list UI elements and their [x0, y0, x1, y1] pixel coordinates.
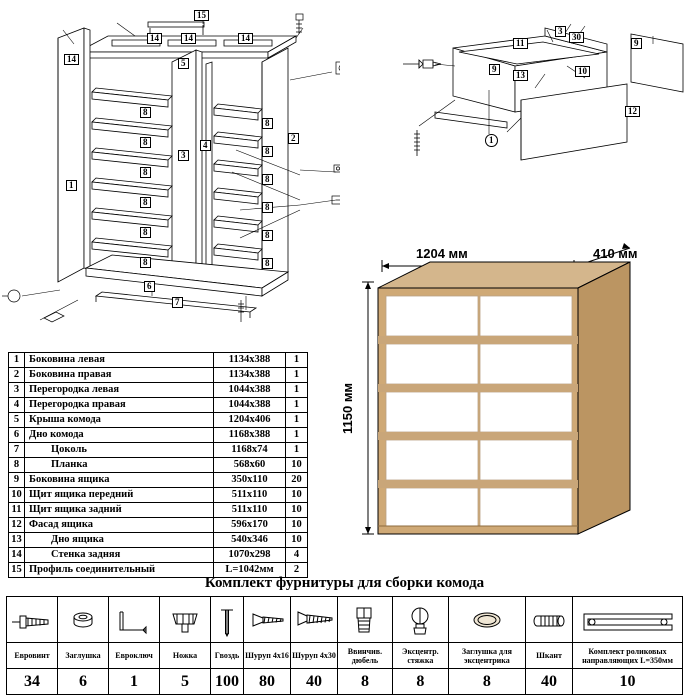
callout-14b: 14 [181, 33, 196, 44]
hardware-name: Эксцентр. стяжка [392, 643, 448, 669]
part-number: 13 [9, 533, 25, 548]
nail-icon [211, 597, 244, 643]
callout-9-right: 9 [631, 38, 642, 49]
part-size: 1134x388 [214, 353, 286, 368]
part-number: 4 [9, 398, 25, 413]
part-name: Цоколь [25, 443, 214, 458]
part-qty: 10 [286, 458, 308, 473]
part-qty: 10 [286, 503, 308, 518]
hardware-qty: 80 [244, 669, 291, 695]
part-size: 350x110 [214, 473, 286, 488]
part-size: 596x170 [214, 518, 286, 533]
hardware-name: Заглушка [58, 643, 109, 669]
part-size: 540x346 [214, 533, 286, 548]
hardware-name: Евровинт [7, 643, 58, 669]
leg-icon [160, 597, 211, 643]
part-number: 12 [9, 518, 25, 533]
table-row [9, 503, 308, 518]
hardware-name: Гвоздь [211, 643, 244, 669]
hardware-qty: 8 [338, 669, 393, 695]
cap-icon [58, 597, 109, 643]
callout-4: 4 [200, 140, 211, 151]
hardware-qty: 40 [291, 669, 338, 695]
hardware-name: Заглушка для эксцентрика [448, 643, 525, 669]
part-name: Профиль соединительный [25, 563, 214, 578]
callout-8-l6: 8 [140, 257, 151, 268]
table-row [9, 548, 308, 563]
callout-14a: 14 [147, 33, 162, 44]
callout-1-drawer: 1 [485, 134, 498, 147]
drawer-slide-icon [573, 597, 683, 643]
table-row [9, 473, 308, 488]
part-size: 1168x74 [214, 443, 286, 458]
callout-7: 7 [172, 297, 183, 308]
drawer-exploded-diagram [395, 0, 689, 170]
part-qty: 1 [286, 428, 308, 443]
callout-8-r1: 8 [262, 118, 273, 129]
euro-screw-icon [7, 597, 58, 643]
callout-3-drawer: 3 [555, 26, 566, 37]
part-qty: 1 [286, 443, 308, 458]
table-row [9, 458, 308, 473]
part-size: 568x60 [214, 458, 286, 473]
part-name: Перегородка левая [25, 383, 214, 398]
screw-4x16-icon [244, 597, 291, 643]
part-size: L=1042мм [214, 563, 286, 578]
part-name: Боковина левая [25, 353, 214, 368]
part-qty: 1 [286, 398, 308, 413]
part-name: Боковина правая [25, 368, 214, 383]
part-name: Дно ящика [25, 533, 214, 548]
part-name: Дно комода [25, 428, 214, 443]
callout-14c: 14 [238, 33, 253, 44]
callout-8-r3: 8 [262, 174, 273, 185]
part-number: 6 [9, 428, 25, 443]
callout-8-l3: 8 [140, 167, 151, 178]
table-row [9, 383, 308, 398]
part-name: Щит ящика передний [25, 488, 214, 503]
part-size: 1204x406 [214, 413, 286, 428]
callout-15: 15 [194, 10, 209, 21]
screw-4x30-icon [291, 597, 338, 643]
table-row [9, 353, 308, 368]
callout-14d: 14 [64, 54, 79, 65]
part-number: 11 [9, 503, 25, 518]
hardware-qty: 1 [109, 669, 160, 695]
callout-8-r5: 8 [262, 230, 273, 241]
part-qty: 10 [286, 533, 308, 548]
callout-6: 6 [144, 281, 155, 292]
cabinet-exploded-diagram [0, 0, 340, 345]
callout-8-r6: 8 [262, 258, 273, 269]
callout-8-l2: 8 [140, 137, 151, 148]
table-row [9, 518, 308, 533]
part-size: 1044x388 [214, 398, 286, 413]
callout-8-l1: 8 [140, 107, 151, 118]
hardware-name: Шуруп 4х30 [291, 643, 338, 669]
callout-12: 12 [625, 106, 640, 117]
dimension-height: 1150 мм [340, 382, 355, 434]
part-name: Стенка задняя [25, 548, 214, 563]
callout-10: 10 [575, 66, 590, 77]
part-name: Планка [25, 458, 214, 473]
callout-1: 1 [66, 180, 77, 191]
part-qty: 1 [286, 353, 308, 368]
callout-8-l5: 8 [140, 227, 151, 238]
hardware-name: Ввинчив. дюбель [338, 643, 393, 669]
part-name: Боковина ящика [25, 473, 214, 488]
part-qty: 1 [286, 383, 308, 398]
part-number: 8 [9, 458, 25, 473]
hardware-name: Шуруп 4х16 [244, 643, 291, 669]
allen-key-icon [109, 597, 160, 643]
table-row [9, 533, 308, 548]
table-row [9, 428, 308, 443]
callout-8-r2: 8 [262, 146, 273, 157]
part-size: 1070x298 [214, 548, 286, 563]
parts-table [8, 352, 308, 578]
cam-cover-icon [448, 597, 525, 643]
part-qty: 4 [286, 548, 308, 563]
part-qty: 1 [286, 368, 308, 383]
part-qty: 10 [286, 488, 308, 503]
part-number: 3 [9, 383, 25, 398]
table-row [9, 368, 308, 383]
part-size: 1044x388 [214, 383, 286, 398]
part-qty: 20 [286, 473, 308, 488]
part-name: Крыша комода [25, 413, 214, 428]
callout-8-l4: 8 [140, 197, 151, 208]
hardware-table [6, 596, 683, 695]
hardware-qty: 40 [525, 669, 572, 695]
hardware-qty: 6 [58, 669, 109, 695]
part-qty: 10 [286, 518, 308, 533]
dimension-width: 1204 мм [416, 246, 468, 261]
hardware-qty: 8 [448, 669, 525, 695]
callout-9-left: 9 [489, 64, 500, 75]
callout-5: 5 [178, 58, 189, 69]
dowel-screw-icon [338, 597, 393, 643]
part-qty: 1 [286, 413, 308, 428]
part-name: Щит ящика задний [25, 503, 214, 518]
hardware-name: Комплект роликовых направляющих L=350мм [573, 643, 683, 669]
callout-8-r4: 8 [262, 202, 273, 213]
hardware-qty: 34 [7, 669, 58, 695]
callout-30-drawer: 30 [569, 32, 584, 43]
part-number: 14 [9, 548, 25, 563]
callout-2: 2 [288, 133, 299, 144]
part-number: 15 [9, 563, 25, 578]
callout-13: 13 [513, 70, 528, 81]
table-row [9, 413, 308, 428]
part-number: 5 [9, 413, 25, 428]
hardware-name: Шкант [525, 643, 572, 669]
hardware-qty: 5 [160, 669, 211, 695]
part-name: Перегородка правая [25, 398, 214, 413]
hardware-name: Ножка [160, 643, 211, 669]
hardware-qty: 100 [211, 669, 244, 695]
part-number: 2 [9, 368, 25, 383]
callout-11: 11 [513, 38, 528, 49]
table-row [9, 488, 308, 503]
finished-cabinet-dimensions [330, 238, 682, 550]
part-size: 1134x388 [214, 368, 286, 383]
part-number: 1 [9, 353, 25, 368]
part-size: 1168x388 [214, 428, 286, 443]
wood-dowel-icon [525, 597, 572, 643]
part-qty: 2 [286, 563, 308, 578]
cam-lock-icon [392, 597, 448, 643]
part-name: Фасад ящика [25, 518, 214, 533]
table-row [9, 398, 308, 413]
callout-3: 3 [178, 150, 189, 161]
table-row [9, 443, 308, 458]
hardware-qty: 8 [392, 669, 448, 695]
part-size: 511x110 [214, 503, 286, 518]
dimension-depth: 410 мм [593, 246, 638, 261]
hardware-name: Евроключ [109, 643, 160, 669]
hardware-qty: 10 [573, 669, 683, 695]
part-number: 7 [9, 443, 25, 458]
part-number: 10 [9, 488, 25, 503]
part-size: 511x110 [214, 488, 286, 503]
hardware-section-title: Комплект фурнитуры для сборки комода [204, 575, 485, 591]
part-number: 9 [9, 473, 25, 488]
